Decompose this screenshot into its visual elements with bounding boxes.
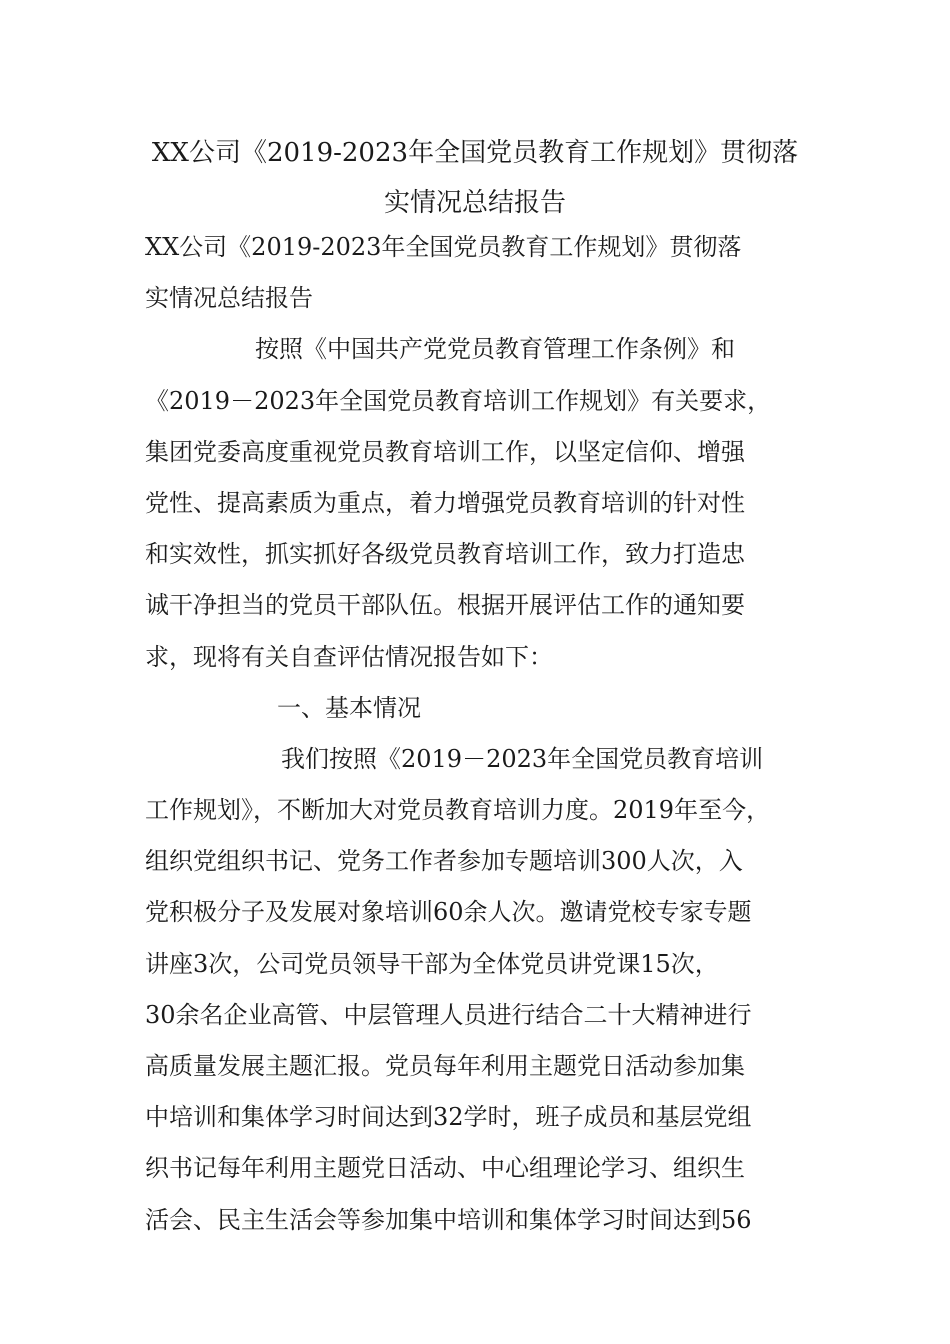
body-line: 工作规划》，不断加大对党员教育培训力度。2019年至今， bbox=[145, 796, 771, 825]
body-line: 活会、民主生活会等参加集中培训和集体学习时间达到56 bbox=[145, 1205, 752, 1234]
body-line: 我们按照《2019－2023年全国党员教育培训 bbox=[281, 744, 764, 773]
body-line: XX公司《2019-2023年全国党员教育工作规划》贯彻落 bbox=[145, 233, 742, 261]
body-line: 和实效性，抓实抓好各级党员教育培训工作，致力打造忠 bbox=[145, 540, 745, 569]
section-heading: 一、基本情况 bbox=[277, 693, 421, 722]
title-line-2: 实情况总结报告 bbox=[383, 188, 566, 218]
body-line: 《2019－2023年全国党员教育培训工作规划》有关要求， bbox=[145, 386, 772, 415]
body-line: 组织党组织书记、党务工作者参加专题培训300人次，入 bbox=[145, 847, 743, 876]
body-line: 按照《中国共产党党员教育管理工作条例》和 bbox=[255, 335, 735, 364]
document-title bbox=[120, 128, 830, 228]
body-line: 党积极分子及发展对象培训60余人次。邀请党校专家专题 bbox=[145, 898, 752, 927]
body-line: 讲座3次，公司党员领导干部为全体党员讲党课15次， bbox=[145, 949, 719, 978]
body-line: 30余名企业高管、中层管理人员进行结合二十大精神进行 bbox=[145, 1000, 752, 1029]
body-line: 中培训和集体学习时间达到32学时，班子成员和基层党组 bbox=[145, 1103, 752, 1132]
body-line: 织书记每年利用主题党日活动、中心组理论学习、组织生 bbox=[145, 1154, 745, 1183]
body-line: 实情况总结报告 bbox=[145, 284, 313, 313]
body-line: 党性、提高素质为重点，着力增强党员教育培训的针对性 bbox=[145, 488, 745, 517]
document-body bbox=[145, 222, 825, 1246]
body-line: 求，现将有关自查评估情况报告如下： bbox=[145, 642, 553, 671]
body-line: 诚干净担当的党员干部队伍。根据开展评估工作的通知要 bbox=[145, 591, 745, 620]
title-line-1: XX公司《2019-2023年全国党员教育工作规划》贯彻落 bbox=[151, 138, 799, 168]
body-line: 集团党委高度重视党员教育培训工作，以坚定信仰、增强 bbox=[145, 437, 745, 466]
body-line: 高质量发展主题汇报。党员每年利用主题党日活动参加集 bbox=[145, 1052, 745, 1080]
